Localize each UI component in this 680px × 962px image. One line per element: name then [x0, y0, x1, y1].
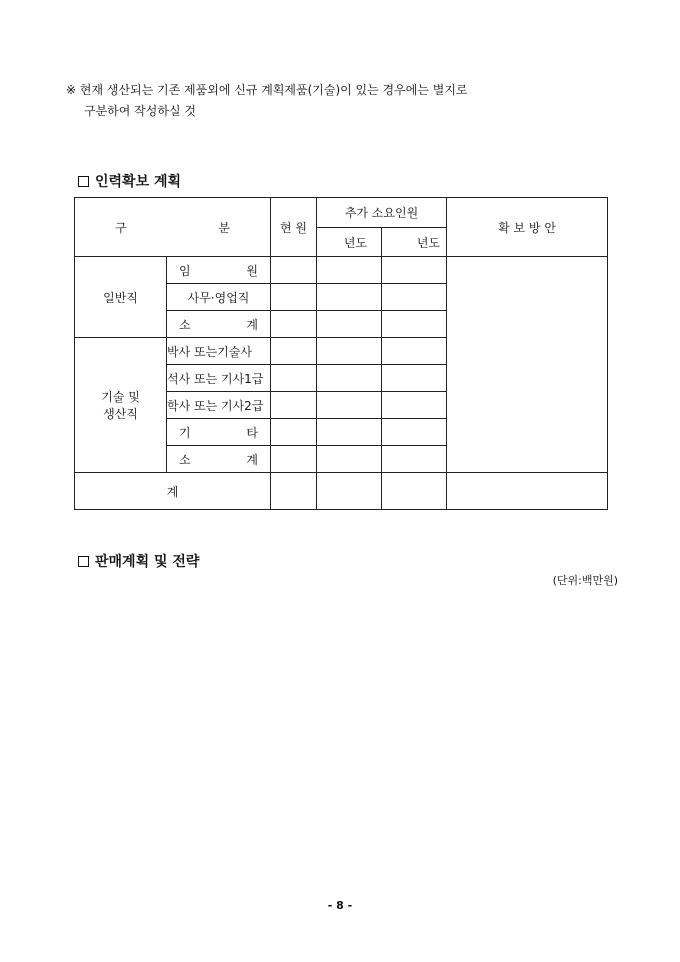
row-label-executive: 임 원 — [167, 257, 271, 284]
row-label-bachelors: 학사 또는 기사2급 — [167, 392, 271, 419]
cell-current — [271, 311, 317, 338]
cell-year-1 — [317, 419, 382, 446]
checkbox-square-icon — [78, 176, 89, 187]
cell-current — [271, 419, 317, 446]
header-additional: 추가 소요인원 — [317, 198, 447, 228]
cell-year-1 — [317, 392, 382, 419]
cell-year-1 — [317, 257, 382, 284]
cell-year-2 — [382, 311, 447, 338]
cell-plan — [447, 473, 608, 510]
unit-label: (단위:백만원) — [552, 574, 618, 587]
header-plan: 확 보 방 안 — [447, 198, 608, 257]
cell-year-2 — [382, 392, 447, 419]
hr-plan-table — [74, 197, 608, 510]
cell-year-2 — [382, 473, 447, 510]
header-year-2: 년도 — [382, 228, 447, 257]
header-current: 현 원 — [271, 198, 317, 257]
page-number: - 8 - — [327, 899, 353, 912]
cell-year-1 — [317, 284, 382, 311]
cell-year-1 — [317, 338, 382, 365]
table-row — [75, 257, 608, 284]
cell-year-2 — [382, 338, 447, 365]
cell-year-2 — [382, 419, 447, 446]
row-label-masters: 석사 또는 기사1급 — [167, 365, 271, 392]
cell-year-2 — [382, 365, 447, 392]
cell-current — [271, 257, 317, 284]
cell-current — [271, 365, 317, 392]
cell-current — [271, 446, 317, 473]
cell-year-1 — [317, 365, 382, 392]
note-line-2: 구분하여 작성하실 것 — [84, 104, 196, 118]
header-year-1: 년도 — [317, 228, 382, 257]
cell-plan — [447, 257, 608, 473]
cell-year-2 — [382, 284, 447, 311]
section-title-hr-text: 인력확보 계획 — [95, 174, 182, 190]
header-gubun: 구 분 — [75, 198, 271, 257]
row-label-subtotal: 소 계 — [167, 311, 271, 338]
row-label-total: 계 — [75, 473, 271, 510]
cell-year-1 — [317, 446, 382, 473]
cell-current — [271, 284, 317, 311]
cell-year-1 — [317, 473, 382, 510]
row-label-other: 기 타 — [167, 419, 271, 446]
cell-year-2 — [382, 446, 447, 473]
table-row-total — [75, 473, 608, 510]
section-title-sales — [78, 551, 199, 571]
row-label-subtotal: 소 계 — [167, 446, 271, 473]
cell-current — [271, 392, 317, 419]
group-technical: 기술 및 생산직 — [75, 338, 167, 473]
row-label-doctorate: 박사 또는기술사 — [167, 338, 271, 365]
cell-year-1 — [317, 311, 382, 338]
cell-current — [271, 473, 317, 510]
cell-year-2 — [382, 257, 447, 284]
cell-current — [271, 338, 317, 365]
note-line-1: ※ 현재 생산되는 기존 제품외에 신규 계획제품(기술)이 있는 경우에는 별지로 — [66, 83, 468, 97]
row-label-office-sales: 사무·영업직 — [167, 284, 271, 311]
section-title-hr — [78, 171, 181, 191]
instruction-note — [66, 80, 468, 122]
section-title-sales-text: 판매계획 및 전략 — [95, 554, 200, 570]
group-general: 일반직 — [75, 257, 167, 338]
checkbox-square-icon — [78, 556, 89, 567]
